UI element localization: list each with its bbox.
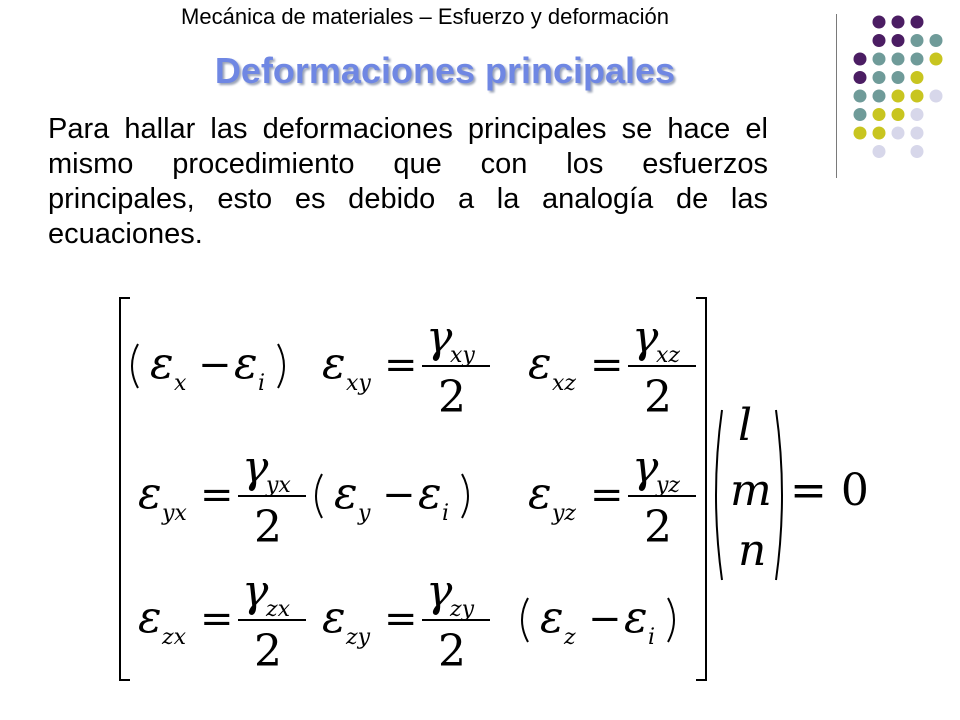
course-header: Mecánica de materiales – Esfuerzo y deformación — [181, 4, 669, 29]
gamma-symbol: γ — [242, 566, 269, 617]
subscript-label: yx — [266, 473, 291, 498]
denominator-two: 2 — [438, 626, 466, 677]
epsilon-symbol: ε — [624, 592, 648, 643]
epsilon-symbol: ε — [138, 468, 162, 519]
subscript-label: y — [358, 501, 371, 526]
epsilon-symbol: ε — [138, 592, 162, 643]
subscript-label: xy — [346, 371, 371, 396]
subscript-label: zx — [266, 597, 290, 622]
gamma-symbol: γ — [426, 312, 453, 363]
matrix-bracket-left — [120, 298, 130, 680]
epsilon-symbol: ε — [528, 338, 552, 389]
denominator-two: 2 — [254, 626, 282, 677]
subscript-label: xz — [552, 371, 576, 396]
denominator-two: 2 — [644, 372, 672, 423]
paren-left — [716, 410, 722, 580]
paren-left — [316, 474, 322, 518]
subscript-label: i — [258, 371, 266, 396]
slide-title: Deformaciones principales — [214, 50, 676, 91]
minus-sign: − — [198, 342, 232, 388]
gamma-symbol: γ — [632, 312, 659, 363]
equals-sign: = — [200, 596, 234, 642]
epsilon-symbol: ε — [150, 338, 174, 389]
minus-sign: − — [382, 472, 416, 518]
subscript-label: yz — [552, 501, 577, 526]
paren-right — [278, 344, 284, 388]
subscript-label: xy — [450, 343, 475, 368]
subscript-label: xz — [656, 343, 680, 368]
denominator-two: 2 — [254, 502, 282, 553]
epsilon-symbol: ε — [322, 592, 346, 643]
minus-sign: − — [588, 596, 622, 642]
denominator-two: 2 — [644, 502, 672, 553]
denominator-two: 2 — [438, 372, 466, 423]
epsilon-symbol: ε — [528, 468, 552, 519]
subscript-label: zx — [162, 625, 186, 650]
subscript-label: i — [648, 625, 656, 650]
equals-sign: = — [200, 472, 234, 518]
gamma-symbol: γ — [242, 442, 269, 493]
epsilon-symbol: ε — [322, 338, 346, 389]
subscript-label: yx — [162, 501, 187, 526]
vector-component: l — [738, 400, 753, 451]
epsilon-symbol: ε — [540, 592, 564, 643]
epsilon-symbol: ε — [334, 468, 358, 519]
vector-component: n — [738, 525, 767, 576]
paren-left — [522, 598, 528, 642]
subscript-label: i — [442, 501, 450, 526]
paren-right — [462, 474, 468, 518]
subscript-label: yz — [656, 473, 681, 498]
paren-right — [776, 410, 782, 580]
gamma-symbol: γ — [426, 566, 453, 617]
equals-sign: = — [384, 342, 418, 388]
subscript-label: z — [564, 625, 576, 650]
epsilon-symbol: ε — [418, 468, 442, 519]
paren-left — [132, 344, 138, 388]
vector-component: m — [730, 465, 772, 516]
subscript-label: zy — [450, 597, 475, 622]
equals-sign: = — [590, 342, 624, 388]
epsilon-symbol: ε — [234, 338, 258, 389]
subscript-label: zy — [346, 625, 371, 650]
equals-zero: = 0 — [790, 465, 869, 516]
subscript-label: x — [174, 371, 187, 396]
paren-right — [668, 598, 674, 642]
equals-sign: = — [384, 596, 418, 642]
body-paragraph: Para hallar las deformaciones principales se hace el mismo procedimiento que con los esfuerzos principales, esto es debido a la analogía de las ecuaciones. — [48, 113, 768, 250]
matrix-bracket-right — [696, 298, 706, 680]
equals-sign: = — [590, 472, 624, 518]
gamma-symbol: γ — [632, 442, 659, 493]
